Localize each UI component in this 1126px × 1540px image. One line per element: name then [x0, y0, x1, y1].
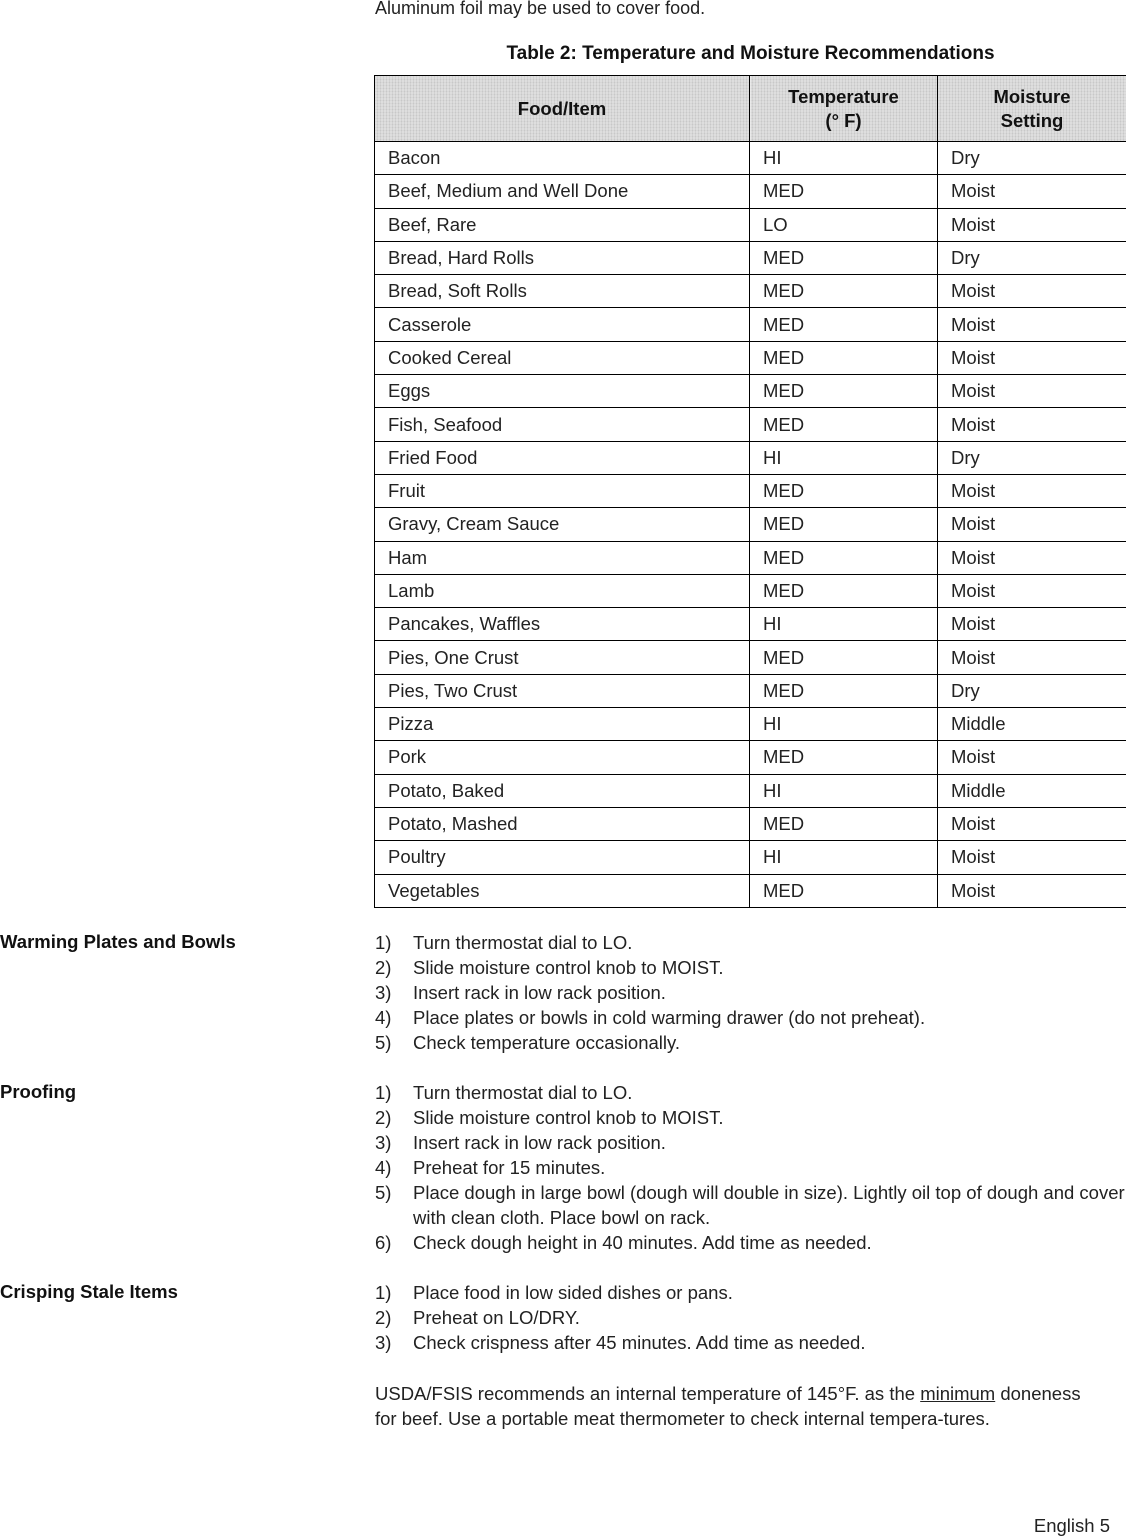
cell-food-item: Gravy, Cream Sauce: [375, 508, 750, 541]
cell-moisture: Moist: [938, 308, 1126, 341]
step-number: 2): [375, 1107, 392, 1128]
step-item: [375, 1230, 1126, 1255]
step-text: Check dough height in 40 minutes. Add time as needed.: [413, 1232, 872, 1253]
cell-food-item: Pork: [375, 741, 750, 774]
step-text: Place dough in large bowl (dough will double in size). Lightly oil top of dough and cover with clean cloth. Place bowl on rack.: [413, 1182, 1125, 1228]
step-item: [375, 1305, 1126, 1330]
step-text: Check temperature occasionally.: [413, 1032, 681, 1053]
cell-food-item: Pizza: [375, 708, 750, 741]
heading-crisping: Crisping Stale Items: [0, 1281, 178, 1302]
cell-moisture: Dry: [938, 142, 1126, 175]
step-item: [375, 1105, 1126, 1130]
cell-food-item: Bacon: [375, 142, 750, 175]
step-text: Place plates or bowls in cold warming drawer (do not preheat).: [413, 1007, 926, 1028]
table-row: [375, 408, 1126, 441]
note-underlined-word: minimum: [920, 1383, 996, 1404]
step-number: 6): [375, 1232, 392, 1253]
table-row: [375, 608, 1126, 641]
table-row: [375, 541, 1126, 574]
step-number: 1): [375, 1082, 392, 1103]
table-row: [375, 275, 1126, 308]
table-row: [375, 774, 1126, 807]
cell-temperature: MED: [750, 241, 938, 274]
cell-moisture: Moist: [938, 541, 1126, 574]
step-text: Turn thermostat dial to LO.: [413, 1082, 633, 1103]
table-row: [375, 208, 1126, 241]
table-row: [375, 641, 1126, 674]
step-item: [375, 980, 1126, 1005]
cell-temperature: HI: [750, 774, 938, 807]
cell-temperature: MED: [750, 574, 938, 607]
step-item: [375, 955, 1126, 980]
table-row: [375, 142, 1126, 175]
cell-temperature: HI: [750, 841, 938, 874]
step-number: 5): [375, 1032, 392, 1053]
cell-temperature: MED: [750, 874, 938, 907]
cell-moisture: Middle: [938, 708, 1126, 741]
step-item: [375, 1030, 1126, 1055]
step-item: [375, 1130, 1126, 1155]
cell-temperature: MED: [750, 175, 938, 208]
table-row: [375, 241, 1126, 274]
cell-temperature: MED: [750, 674, 938, 707]
cell-temperature: HI: [750, 608, 938, 641]
header-moisture-setting: Moisture Setting: [938, 76, 1126, 142]
cell-moisture: Dry: [938, 441, 1126, 474]
step-number: 4): [375, 1157, 392, 1178]
table-row: [375, 674, 1126, 707]
heading-warming-plates: Warming Plates and Bowls: [0, 931, 236, 952]
cell-food-item: Fish, Seafood: [375, 408, 750, 441]
step-item: [375, 1005, 1126, 1030]
recommendations-table: [374, 75, 1126, 908]
table-row: [375, 175, 1126, 208]
cell-food-item: Ham: [375, 541, 750, 574]
step-item: [375, 1080, 1126, 1105]
cell-food-item: Potato, Mashed: [375, 807, 750, 840]
cell-moisture: Moist: [938, 341, 1126, 374]
cell-temperature: MED: [750, 641, 938, 674]
step-text: Turn thermostat dial to LO.: [413, 932, 633, 953]
cell-food-item: Vegetables: [375, 874, 750, 907]
cell-moisture: Moist: [938, 275, 1126, 308]
header-food-item: Food/Item: [375, 76, 750, 142]
cell-moisture: Moist: [938, 474, 1126, 507]
cell-food-item: Poultry: [375, 841, 750, 874]
cell-food-item: Pancakes, Waffles: [375, 608, 750, 641]
page-number: English 5: [1033, 1515, 1110, 1536]
intro-text: Aluminum foil may be used to cover food.: [375, 0, 706, 18]
cell-food-item: Casserole: [375, 308, 750, 341]
cell-moisture: Moist: [938, 375, 1126, 408]
cell-moisture: Moist: [938, 408, 1126, 441]
step-item: [375, 1180, 1126, 1230]
cell-food-item: Bread, Hard Rolls: [375, 241, 750, 274]
table-body: [375, 142, 1126, 908]
cell-food-item: Fruit: [375, 474, 750, 507]
cell-temperature: MED: [750, 807, 938, 840]
table-row: [375, 874, 1126, 907]
cell-moisture: Moist: [938, 641, 1126, 674]
cell-temperature: MED: [750, 474, 938, 507]
table-title: Table 2: Temperature and Moisture Recommendations: [506, 43, 995, 64]
table-row: [375, 807, 1126, 840]
cell-food-item: Pies, One Crust: [375, 641, 750, 674]
cell-temperature: HI: [750, 142, 938, 175]
usda-note: USDA/FSIS recommends an internal temperature of 145°F. as the minimum doneness for beef. Use a portable meat thermometer to check internal tempera-tures.: [375, 1383, 1081, 1429]
step-text: Preheat for 15 minutes.: [413, 1157, 606, 1178]
table-row: [375, 574, 1126, 607]
step-text: Preheat on LO/DRY.: [413, 1307, 580, 1328]
table-row: [375, 441, 1126, 474]
cell-food-item: Cooked Cereal: [375, 341, 750, 374]
step-number: 1): [375, 932, 392, 953]
step-item: [375, 930, 1126, 955]
cell-food-item: Potato, Baked: [375, 774, 750, 807]
step-number: 5): [375, 1182, 392, 1203]
cell-temperature: HI: [750, 441, 938, 474]
cell-moisture: Dry: [938, 241, 1126, 274]
step-item: [375, 1330, 1126, 1355]
table-row: [375, 508, 1126, 541]
cell-temperature: MED: [750, 741, 938, 774]
step-number: 3): [375, 1132, 392, 1153]
cell-moisture: Moist: [938, 508, 1126, 541]
cell-temperature: MED: [750, 375, 938, 408]
step-text: Slide moisture control knob to MOIST.: [413, 1107, 724, 1128]
cell-temperature: HI: [750, 708, 938, 741]
table-row: [375, 308, 1126, 341]
proofing-steps: [375, 1080, 1126, 1255]
step-number: 2): [375, 957, 392, 978]
table-row: [375, 375, 1126, 408]
step-number: 3): [375, 1332, 392, 1353]
cell-temperature: MED: [750, 341, 938, 374]
cell-moisture: Middle: [938, 774, 1126, 807]
cell-moisture: Moist: [938, 608, 1126, 641]
step-number: 2): [375, 1307, 392, 1328]
step-item: [375, 1280, 1126, 1305]
cell-food-item: Beef, Medium and Well Done: [375, 175, 750, 208]
heading-proofing: Proofing: [0, 1081, 77, 1102]
cell-temperature: MED: [750, 541, 938, 574]
header-temperature: Temperature (° F): [750, 76, 938, 142]
step-text: Check crispness after 45 minutes. Add time as needed.: [413, 1332, 866, 1353]
cell-temperature: MED: [750, 275, 938, 308]
cell-food-item: Fried Food: [375, 441, 750, 474]
cell-temperature: LO: [750, 208, 938, 241]
cell-food-item: Pies, Two Crust: [375, 674, 750, 707]
table-row: [375, 474, 1126, 507]
cell-moisture: Dry: [938, 674, 1126, 707]
cell-temperature: MED: [750, 308, 938, 341]
warming-steps: [375, 930, 1126, 1055]
cell-moisture: Moist: [938, 807, 1126, 840]
crisping-steps: [375, 1280, 1126, 1355]
step-number: 4): [375, 1007, 392, 1028]
cell-moisture: Moist: [938, 175, 1126, 208]
cell-moisture: Moist: [938, 841, 1126, 874]
step-text: Place food in low sided dishes or pans.: [413, 1282, 733, 1303]
cell-food-item: Bread, Soft Rolls: [375, 275, 750, 308]
table-header-row: [375, 76, 1126, 142]
step-text: Slide moisture control knob to MOIST.: [413, 957, 724, 978]
cell-food-item: Lamb: [375, 574, 750, 607]
step-text: Insert rack in low rack position.: [413, 982, 666, 1003]
cell-temperature: MED: [750, 508, 938, 541]
cell-moisture: Moist: [938, 741, 1126, 774]
table-row: [375, 341, 1126, 374]
step-item: [375, 1155, 1126, 1180]
cell-moisture: Moist: [938, 208, 1126, 241]
cell-food-item: Beef, Rare: [375, 208, 750, 241]
step-number: 1): [375, 1282, 392, 1303]
cell-temperature: MED: [750, 408, 938, 441]
cell-food-item: Eggs: [375, 375, 750, 408]
table-row: [375, 841, 1126, 874]
table-row: [375, 741, 1126, 774]
cell-moisture: Moist: [938, 874, 1126, 907]
table-row: [375, 708, 1126, 741]
step-number: 3): [375, 982, 392, 1003]
step-text: Insert rack in low rack position.: [413, 1132, 666, 1153]
cell-moisture: Moist: [938, 574, 1126, 607]
